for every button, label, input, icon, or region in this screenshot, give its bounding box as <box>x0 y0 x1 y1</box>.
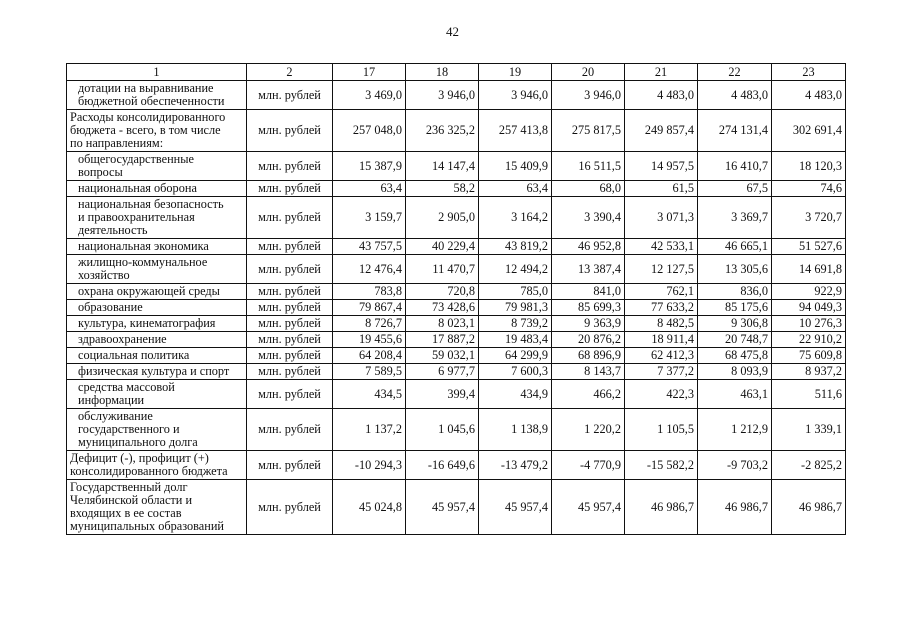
value-cell: 18 120,3 <box>772 152 846 181</box>
value-cell: 4 483,0 <box>772 81 846 110</box>
row-label-line: хозяйство <box>78 268 130 282</box>
row-label-line: Расходы консолидированного <box>70 110 226 124</box>
row-label-line: средства массовой <box>78 380 175 394</box>
value-cell: 11 470,7 <box>406 255 479 284</box>
value-cell: 20 876,2 <box>552 332 625 348</box>
row-label <box>67 181 247 197</box>
column-header: 22 <box>698 64 772 81</box>
value-cell: 85 699,3 <box>552 300 625 316</box>
row-label <box>67 364 247 380</box>
value-cell: 257 413,8 <box>479 110 552 152</box>
table-row <box>67 300 846 316</box>
table-row <box>67 364 846 380</box>
row-label-line: вопросы <box>78 165 123 179</box>
value-cell: 62 412,3 <box>625 348 698 364</box>
table-row <box>67 181 846 197</box>
row-label-line: дотации на выравнивание <box>78 81 214 95</box>
value-cell: 7 589,5 <box>333 364 406 380</box>
value-cell: -2 825,2 <box>772 451 846 480</box>
value-cell: 9 363,9 <box>552 316 625 332</box>
value-cell: 13 305,6 <box>698 255 772 284</box>
value-cell: 8 143,7 <box>552 364 625 380</box>
table-row <box>67 152 846 181</box>
row-label-line: Челябинской области и <box>70 493 193 507</box>
row-label-line: Государственный долг <box>70 480 188 494</box>
value-cell: 40 229,4 <box>406 239 479 255</box>
unit-cell: млн. рублей <box>247 409 333 451</box>
column-header: 17 <box>333 64 406 81</box>
value-cell: -13 479,2 <box>479 451 552 480</box>
table-row <box>67 409 846 451</box>
value-cell: 9 306,8 <box>698 316 772 332</box>
column-header: 23 <box>772 64 846 81</box>
table-row <box>67 255 846 284</box>
value-cell: 8 739,2 <box>479 316 552 332</box>
value-cell: 18 911,4 <box>625 332 698 348</box>
value-cell: 922,9 <box>772 284 846 300</box>
value-cell: 42 533,1 <box>625 239 698 255</box>
unit-cell: млн. рублей <box>247 181 333 197</box>
value-cell: 302 691,4 <box>772 110 846 152</box>
table-body <box>67 81 846 535</box>
value-cell: 79 867,4 <box>333 300 406 316</box>
unit-cell: млн. рублей <box>247 348 333 364</box>
value-cell: 3 390,4 <box>552 197 625 239</box>
value-cell: -15 582,2 <box>625 451 698 480</box>
row-label <box>67 81 247 110</box>
value-cell: 511,6 <box>772 380 846 409</box>
row-label <box>67 110 247 152</box>
unit-cell: млн. рублей <box>247 480 333 535</box>
header-row <box>67 64 846 81</box>
value-cell: 8 726,7 <box>333 316 406 332</box>
value-cell: 46 665,1 <box>698 239 772 255</box>
value-cell: 45 024,8 <box>333 480 406 535</box>
unit-cell: млн. рублей <box>247 239 333 255</box>
value-cell: 68,0 <box>552 181 625 197</box>
value-cell: 1 220,2 <box>552 409 625 451</box>
value-cell: 1 138,9 <box>479 409 552 451</box>
value-cell: -10 294,3 <box>333 451 406 480</box>
value-cell: 1 212,9 <box>698 409 772 451</box>
row-label-line: консолидированного бюджета <box>70 464 228 478</box>
row-label-line: образование <box>78 300 143 314</box>
value-cell: 45 957,4 <box>552 480 625 535</box>
table-row <box>67 348 846 364</box>
row-label-line: бюджета - всего, в том числе <box>70 123 221 137</box>
value-cell: 45 957,4 <box>479 480 552 535</box>
value-cell: 51 527,6 <box>772 239 846 255</box>
row-label-line: и правоохранительная <box>78 210 195 224</box>
value-cell: 8 093,9 <box>698 364 772 380</box>
value-cell: 434,5 <box>333 380 406 409</box>
value-cell: 422,3 <box>625 380 698 409</box>
column-header: 20 <box>552 64 625 81</box>
value-cell: 785,0 <box>479 284 552 300</box>
value-cell: 841,0 <box>552 284 625 300</box>
value-cell: 61,5 <box>625 181 698 197</box>
value-cell: 3 946,0 <box>479 81 552 110</box>
value-cell: 20 748,7 <box>698 332 772 348</box>
value-cell: 74,6 <box>772 181 846 197</box>
unit-cell: млн. рублей <box>247 152 333 181</box>
value-cell: 43 819,2 <box>479 239 552 255</box>
value-cell: 257 048,0 <box>333 110 406 152</box>
unit-cell: млн. рублей <box>247 300 333 316</box>
row-label-line: национальная оборона <box>78 181 197 195</box>
value-cell: 64 208,4 <box>333 348 406 364</box>
value-cell: 15 409,9 <box>479 152 552 181</box>
row-label <box>67 300 247 316</box>
value-cell: 79 981,3 <box>479 300 552 316</box>
value-cell: 46 986,7 <box>772 480 846 535</box>
value-cell: 46 986,7 <box>625 480 698 535</box>
row-label-line: национальная безопасность <box>78 197 224 211</box>
value-cell: 85 175,6 <box>698 300 772 316</box>
value-cell: 13 387,4 <box>552 255 625 284</box>
value-cell: 10 276,3 <box>772 316 846 332</box>
value-cell: 22 910,2 <box>772 332 846 348</box>
row-label <box>67 380 247 409</box>
value-cell: 15 387,9 <box>333 152 406 181</box>
value-cell: 1 339,1 <box>772 409 846 451</box>
table-row <box>67 110 846 152</box>
unit-cell: млн. рублей <box>247 197 333 239</box>
budget-table <box>66 63 846 535</box>
value-cell: 8 023,1 <box>406 316 479 332</box>
value-cell: 762,1 <box>625 284 698 300</box>
value-cell: 8 482,5 <box>625 316 698 332</box>
value-cell: 275 817,5 <box>552 110 625 152</box>
value-cell: 3 159,7 <box>333 197 406 239</box>
table-row <box>67 239 846 255</box>
row-label-line: муниципального долга <box>78 435 198 449</box>
row-label <box>67 409 247 451</box>
value-cell: 4 483,0 <box>625 81 698 110</box>
value-cell: 19 455,6 <box>333 332 406 348</box>
row-label-line: муниципальных образований <box>70 519 224 533</box>
row-label-line: Дефицит (-), профицит (+) <box>70 451 209 465</box>
unit-cell: млн. рублей <box>247 255 333 284</box>
value-cell: 3 469,0 <box>333 81 406 110</box>
unit-cell: млн. рублей <box>247 380 333 409</box>
value-cell: 236 325,2 <box>406 110 479 152</box>
column-header: 18 <box>406 64 479 81</box>
value-cell: -9 703,2 <box>698 451 772 480</box>
value-cell: 67,5 <box>698 181 772 197</box>
table-row <box>67 197 846 239</box>
row-label-line: здравоохранение <box>78 332 167 346</box>
value-cell: 836,0 <box>698 284 772 300</box>
value-cell: 466,2 <box>552 380 625 409</box>
value-cell: 7 600,3 <box>479 364 552 380</box>
table-row <box>67 316 846 332</box>
row-label-line: деятельность <box>78 223 148 237</box>
row-label <box>67 451 247 480</box>
unit-cell: млн. рублей <box>247 451 333 480</box>
row-label-line: бюджетной обеспеченности <box>78 94 225 108</box>
row-label-line: социальная политика <box>78 348 190 362</box>
row-label-line: физическая культура и спорт <box>78 364 230 378</box>
value-cell: 45 957,4 <box>406 480 479 535</box>
value-cell: 73 428,6 <box>406 300 479 316</box>
value-cell: 4 483,0 <box>698 81 772 110</box>
unit-cell: млн. рублей <box>247 81 333 110</box>
value-cell: 434,9 <box>479 380 552 409</box>
table-row <box>67 480 846 535</box>
value-cell: 14 957,5 <box>625 152 698 181</box>
value-cell: 2 905,0 <box>406 197 479 239</box>
value-cell: 1 105,5 <box>625 409 698 451</box>
value-cell: 783,8 <box>333 284 406 300</box>
unit-cell: млн. рублей <box>247 332 333 348</box>
value-cell: 14 691,8 <box>772 255 846 284</box>
value-cell: 68 475,8 <box>698 348 772 364</box>
row-label <box>67 348 247 364</box>
value-cell: 12 494,2 <box>479 255 552 284</box>
value-cell: 75 609,8 <box>772 348 846 364</box>
table-row <box>67 284 846 300</box>
value-cell: 12 476,4 <box>333 255 406 284</box>
value-cell: 463,1 <box>698 380 772 409</box>
unit-cell: млн. рублей <box>247 284 333 300</box>
value-cell: 8 937,2 <box>772 364 846 380</box>
value-cell: 77 633,2 <box>625 300 698 316</box>
unit-cell: млн. рублей <box>247 316 333 332</box>
value-cell: 46 952,8 <box>552 239 625 255</box>
row-label <box>67 332 247 348</box>
value-cell: 94 049,3 <box>772 300 846 316</box>
table-row <box>67 451 846 480</box>
value-cell: 720,8 <box>406 284 479 300</box>
value-cell: 46 986,7 <box>698 480 772 535</box>
value-cell: 17 887,2 <box>406 332 479 348</box>
table-row <box>67 380 846 409</box>
value-cell: 274 131,4 <box>698 110 772 152</box>
value-cell: 58,2 <box>406 181 479 197</box>
value-cell: 12 127,5 <box>625 255 698 284</box>
value-cell: 63,4 <box>333 181 406 197</box>
value-cell: 16 511,5 <box>552 152 625 181</box>
value-cell: 63,4 <box>479 181 552 197</box>
row-label-line: информации <box>78 393 145 407</box>
row-label-line: охрана окружающей среды <box>78 284 220 298</box>
value-cell: 16 410,7 <box>698 152 772 181</box>
row-label <box>67 197 247 239</box>
value-cell: 59 032,1 <box>406 348 479 364</box>
column-header: 1 <box>67 64 247 81</box>
value-cell: 3 946,0 <box>406 81 479 110</box>
value-cell: -16 649,6 <box>406 451 479 480</box>
value-cell: 64 299,9 <box>479 348 552 364</box>
value-cell: 249 857,4 <box>625 110 698 152</box>
row-label-line: по направлениям: <box>70 136 164 150</box>
row-label-line: входящих в ее состав <box>70 506 182 520</box>
value-cell: 3 946,0 <box>552 81 625 110</box>
value-cell: 1 137,2 <box>333 409 406 451</box>
value-cell: 1 045,6 <box>406 409 479 451</box>
unit-cell: млн. рублей <box>247 110 333 152</box>
value-cell: 6 977,7 <box>406 364 479 380</box>
value-cell: 68 896,9 <box>552 348 625 364</box>
column-header: 19 <box>479 64 552 81</box>
value-cell: -4 770,9 <box>552 451 625 480</box>
row-label-line: общегосударственные <box>78 152 194 166</box>
row-label <box>67 284 247 300</box>
column-header: 2 <box>247 64 333 81</box>
row-label-line: культура, кинематография <box>78 316 216 330</box>
value-cell: 14 147,4 <box>406 152 479 181</box>
value-cell: 3 720,7 <box>772 197 846 239</box>
value-cell: 7 377,2 <box>625 364 698 380</box>
value-cell: 43 757,5 <box>333 239 406 255</box>
value-cell: 3 369,7 <box>698 197 772 239</box>
unit-cell: млн. рублей <box>247 364 333 380</box>
row-label <box>67 480 247 535</box>
value-cell: 3 071,3 <box>625 197 698 239</box>
value-cell: 19 483,4 <box>479 332 552 348</box>
row-label-line: обслуживание <box>78 409 153 423</box>
table-row <box>67 332 846 348</box>
page-number: 42 <box>446 24 459 39</box>
row-label-line: жилищно-коммунальное <box>78 255 208 269</box>
row-label <box>67 152 247 181</box>
value-cell: 399,4 <box>406 380 479 409</box>
row-label-line: государственного и <box>78 422 180 436</box>
row-label <box>67 316 247 332</box>
column-header: 21 <box>625 64 698 81</box>
row-label <box>67 255 247 284</box>
row-label-line: национальная экономика <box>78 239 209 253</box>
table-row <box>67 81 846 110</box>
value-cell: 3 164,2 <box>479 197 552 239</box>
row-label <box>67 239 247 255</box>
